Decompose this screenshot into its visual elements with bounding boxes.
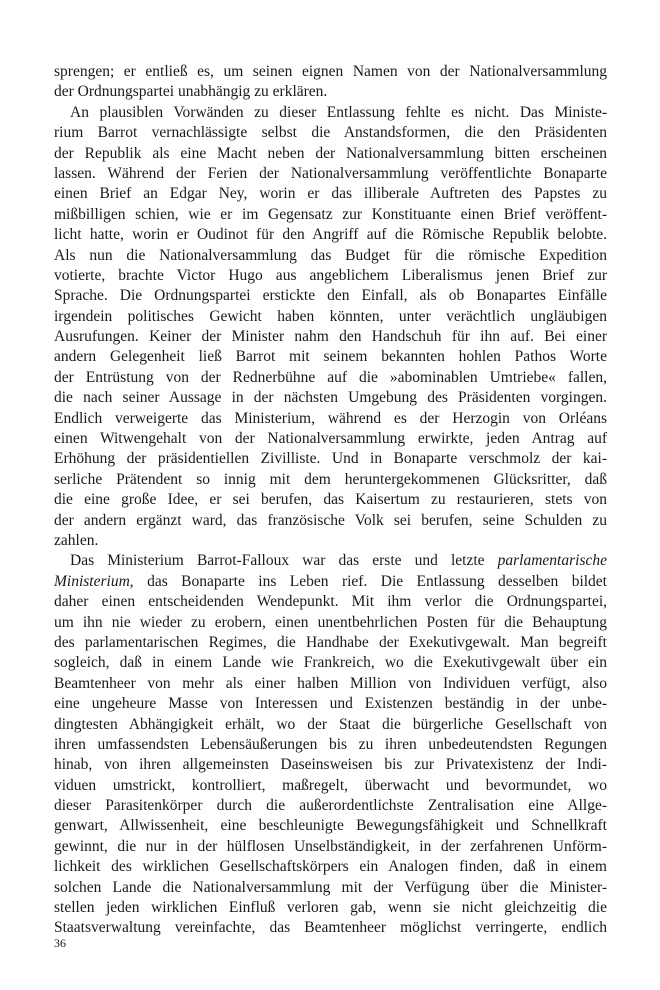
text-line: der Republik als eine Macht neben der Nationalversammlung bitten erscheinen — [54, 144, 607, 162]
text-line: um ihn nie wieder zu erobern, einen unentbehrlichen Posten für die Behauptung — [54, 613, 607, 631]
text-line: lichkeit des wirklichen Gesellschaftskörpers ein Analogen finden, daß in einem — [54, 858, 607, 876]
text-line: die nach seiner Aussage in der nächsten Umgebung des Präsidenten vorgingen. — [54, 389, 607, 407]
text-line: Als nun die Nationalversammlung das Budget für die römische Expedition — [54, 246, 607, 264]
text-line: solchen Lande die Nationalversammlung mit der Verfügung über die Minister- — [54, 878, 607, 896]
text-line: einen Witwengehalt von der Nationalversammlung erwirkte, jeden Antrag auf — [54, 430, 607, 448]
text-line: Sprache. Die Ordnungspartei erstickte den Einfall, als ob Bonapartes Einfälle — [54, 287, 607, 305]
text-line: sogleich, daß in einem Lande wie Frankreich, wo die Exekutivgewalt über ein — [54, 654, 607, 672]
text-line: andern Gelegenheit ließ Barrot mit seinem bekannten hohlen Pathos Worte — [54, 348, 607, 366]
text-line: zahlen. — [54, 531, 99, 549]
text-line: genwart, Allwissenheit, eine beschleunigte Bewegungsfähigkeit und Schnellkraft — [54, 817, 607, 835]
text-line: Staatsverwaltung vereinfachte, das Beamtenheer möglichst verringerte, endlich — [54, 919, 607, 937]
page-body — [54, 62, 607, 939]
text-line: stellen jeden wirklichen Einfluß verloren gab, wenn sie nicht gleichzeitig die — [54, 899, 607, 917]
page-number: 36 — [54, 936, 66, 950]
text-line: dieser Parasitenkörper durch die außerordentlichste Zentralisation eine Allge- — [54, 797, 607, 815]
text-line: lassen. Während der Ferien der Nationalversammlung veröffentlichte Bonaparte — [54, 164, 607, 182]
text-line: votierte, brachte Victor Hugo aus angeblichem Liberalismus jenen Brief zur — [54, 266, 607, 284]
text-line: dingtesten Abhängigkeit erhält, wo der Staat die bürgerliche Gesellschaft von — [54, 715, 607, 733]
text-line: Endlich verweigerte das Ministerium, während es der Herzogin von Orléans — [54, 409, 607, 427]
text-line: Beamtenheer von mehr als einer halben Million von Individuen verfügt, also — [54, 674, 607, 692]
text-line: der Entrüstung von der Rednerbühne auf die »abominablen Umtriebe« fallen, — [54, 368, 607, 386]
text-line: licht hatte, worin er Oudinot für den Angriff auf die Römische Republik belobte. — [54, 226, 607, 244]
text-line: die eine große Idee, er sei berufen, das Kaisertum zu restaurieren, stets von — [54, 491, 607, 509]
text-line: rium Barrot vernachlässigte selbst die Anstandsformen, die den Präsidenten — [54, 124, 607, 142]
text-line: ihren umfassendsten Lebensäußerungen bis zu ihren unbedeutendsten Regungen — [54, 735, 607, 753]
text-line: der andern ergänzt ward, das französische Volk sei berufen, seine Schulden zu — [54, 511, 607, 529]
text-line: viduen umstrickt, kontrolliert, maßregelt, überwacht und bevormundet, wo — [54, 776, 607, 794]
text-line: An plausiblen Vorwänden zu dieser Entlassung fehlte es nicht. Das Ministe- — [70, 103, 607, 121]
text-line: Ausrufungen. Keiner der Minister nahm den Handschuh für ihn auf. Bei einer — [54, 328, 607, 346]
text-line: daher einen entscheidenden Wendepunkt. Mit ihm verlor die Ordnungspartei, — [54, 593, 607, 611]
text-line: eine ungeheure Masse von Interessen und Existenzen beständig in der unbe- — [54, 695, 607, 713]
text-line: hinab, von ihren allgemeinsten Daseinsweisen bis zur Privatexistenz der Indi- — [54, 756, 607, 774]
paragraph — [54, 551, 607, 938]
text-line: gewinnt, die nur in der hülflosen Unselbständigkeit, in der zerfahrenen Unförm- — [54, 837, 607, 855]
text-line: Ministerium, das Bonaparte ins Leben rief. Die Entlassung desselben bildet — [54, 572, 607, 590]
text-line: Erhöhung der präsidentiellen Zivilliste. Und in Bonaparte verschmolz der kai- — [54, 450, 607, 468]
text-line: des parlamentarischen Regimes, die Handhabe der Exekutivgewalt. Man begreift — [54, 633, 607, 651]
text-line: mißbilligen schien, wie er im Gegensatz zur Konstituante einen Brief veröffent- — [54, 205, 607, 223]
text-line: serliche Prätendent so innig mit dem heruntergekommenen Glücksritter, daß — [54, 470, 607, 488]
paragraph — [54, 62, 607, 103]
text-line: irgendein politisches Gewicht haben könnten, unter verächtlich ungläubigen — [54, 307, 607, 325]
text-line: der Ordnungspartei unabhängig zu erklären. — [54, 83, 328, 101]
text-line: sprengen; er entließ es, um seinen eignen Namen von der Nationalversammlung — [54, 63, 607, 80]
text-line: einen Brief an Edgar Ney, worin er das illiberale Auftreten des Papstes zu — [54, 185, 607, 203]
text-line: Das Ministerium Barrot-Falloux war das erste und letzte parlamentarische — [70, 552, 607, 570]
paragraph — [54, 103, 607, 552]
